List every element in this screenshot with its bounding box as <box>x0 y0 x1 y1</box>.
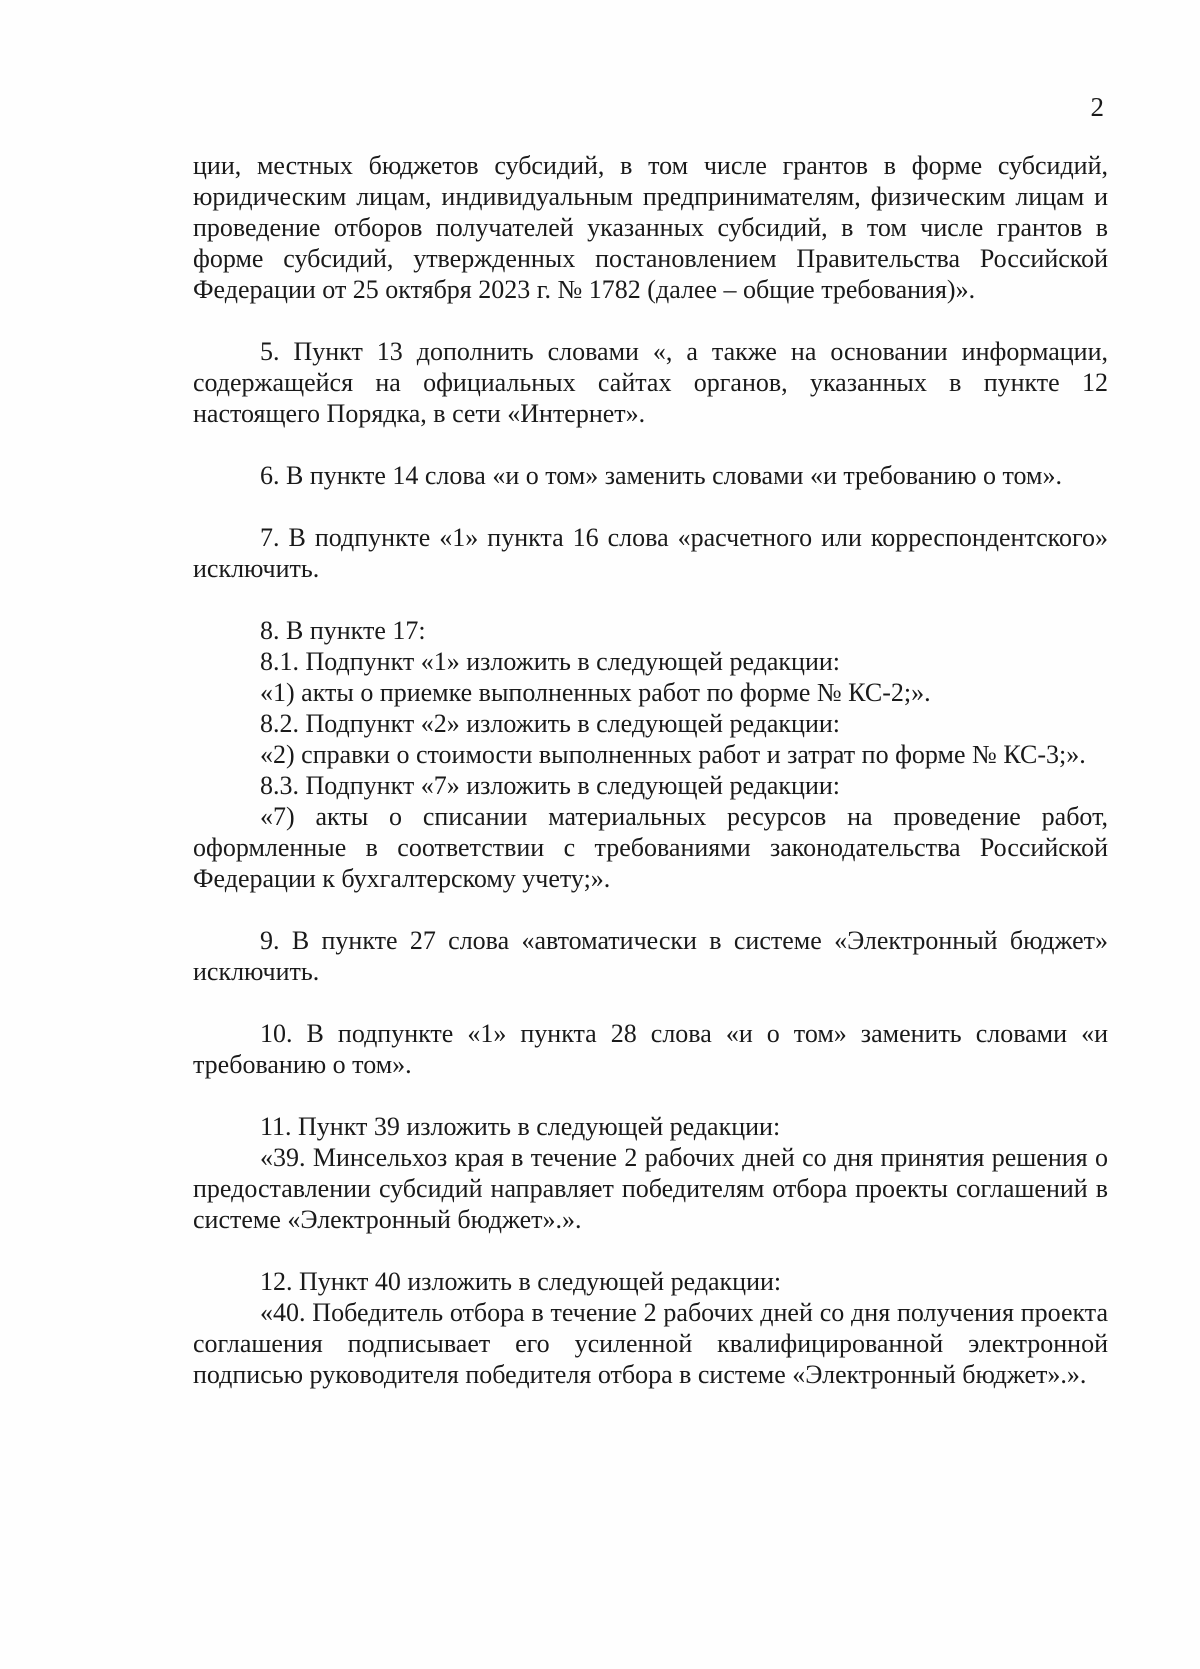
paragraph-item-12: 12. Пункт 40 изложить в следующей редакции: <box>260 1267 782 1296</box>
paragraph-item-9: 9. В пункте 27 слова «автоматически в системе «Электронный бюджет» исключить. <box>193 926 1108 986</box>
paragraph-item-8: 8. В пункте 17: <box>260 616 426 645</box>
paragraph-item-8-2: 8.2. Подпункт «2» изложить в следующей редакции: <box>260 709 841 738</box>
paragraph-item-11-text: «39. Минсельхоз края в течение 2 рабочих дней со дня принятия решения о предоставлении субсидий направляет победителям отбора проекты соглашений в системе «Электронный бюджет».». <box>193 1143 1108 1234</box>
paragraph-item-7: 7. В подпункте «1» пункта 16 слова «расчетного или корреспондентского» исключить. <box>193 523 1108 583</box>
paragraph-item-10: 10. В подпункте «1» пункта 28 слова «и о том» заменить словами «и требованию о том». <box>193 1019 1108 1079</box>
paragraph-item-8-3: 8.3. Подпункт «7» изложить в следующей редакции: <box>260 771 841 800</box>
paragraph-continuation: ции, местных бюджетов субсидий, в том числе грантов в форме субсидий, юридическим лицам, индивидуальным предпринимателям, физическим лицам и проведение отборов получателей указанных субсидий, в том числе грантов в форме субсидий, утвержденных постановлением Правительства Российской Федерации от 25 октября 2023 г. № 1782 (далее – общие требования)». <box>193 151 1108 304</box>
paragraph-item-8-1-text: «1) акты о приемке выполненных работ по форме № КС-2;». <box>260 678 931 707</box>
paragraph-item-11: 11. Пункт 39 изложить в следующей редакции: <box>260 1112 781 1141</box>
paragraph-item-5: 5. Пункт 13 дополнить словами «, а также на основании информации, содержащейся на официальных сайтах органов, указанных в пункте 12 настоящего Порядка, в сети «Интернет». <box>193 337 1108 428</box>
page-number: 2 <box>1090 92 1104 122</box>
paragraph-item-8-1: 8.1. Подпункт «1» изложить в следующей редакции: <box>260 647 841 676</box>
document-body <box>193 150 1108 1390</box>
paragraph-item-8-3-text: «7) акты о списании материальных ресурсов на проведение работ, оформленные в соответствии с требованиями законодательства Российской Федерации к бухгалтерскому учету;». <box>193 802 1108 893</box>
paragraph-item-8-2-text: «2) справки о стоимости выполненных работ и затрат по форме № КС-3;». <box>260 740 1086 769</box>
paragraph-item-12-text: «40. Победитель отбора в течение 2 рабочих дней со дня получения проекта соглашения подписывает его усиленной квалифицированной электронной подписью руководителя победителя отбора в системе «Электронный бюджет».». <box>193 1298 1108 1389</box>
paragraph-item-6: 6. В пункте 14 слова «и о том» заменить словами «и требованию о том». <box>260 461 1063 490</box>
